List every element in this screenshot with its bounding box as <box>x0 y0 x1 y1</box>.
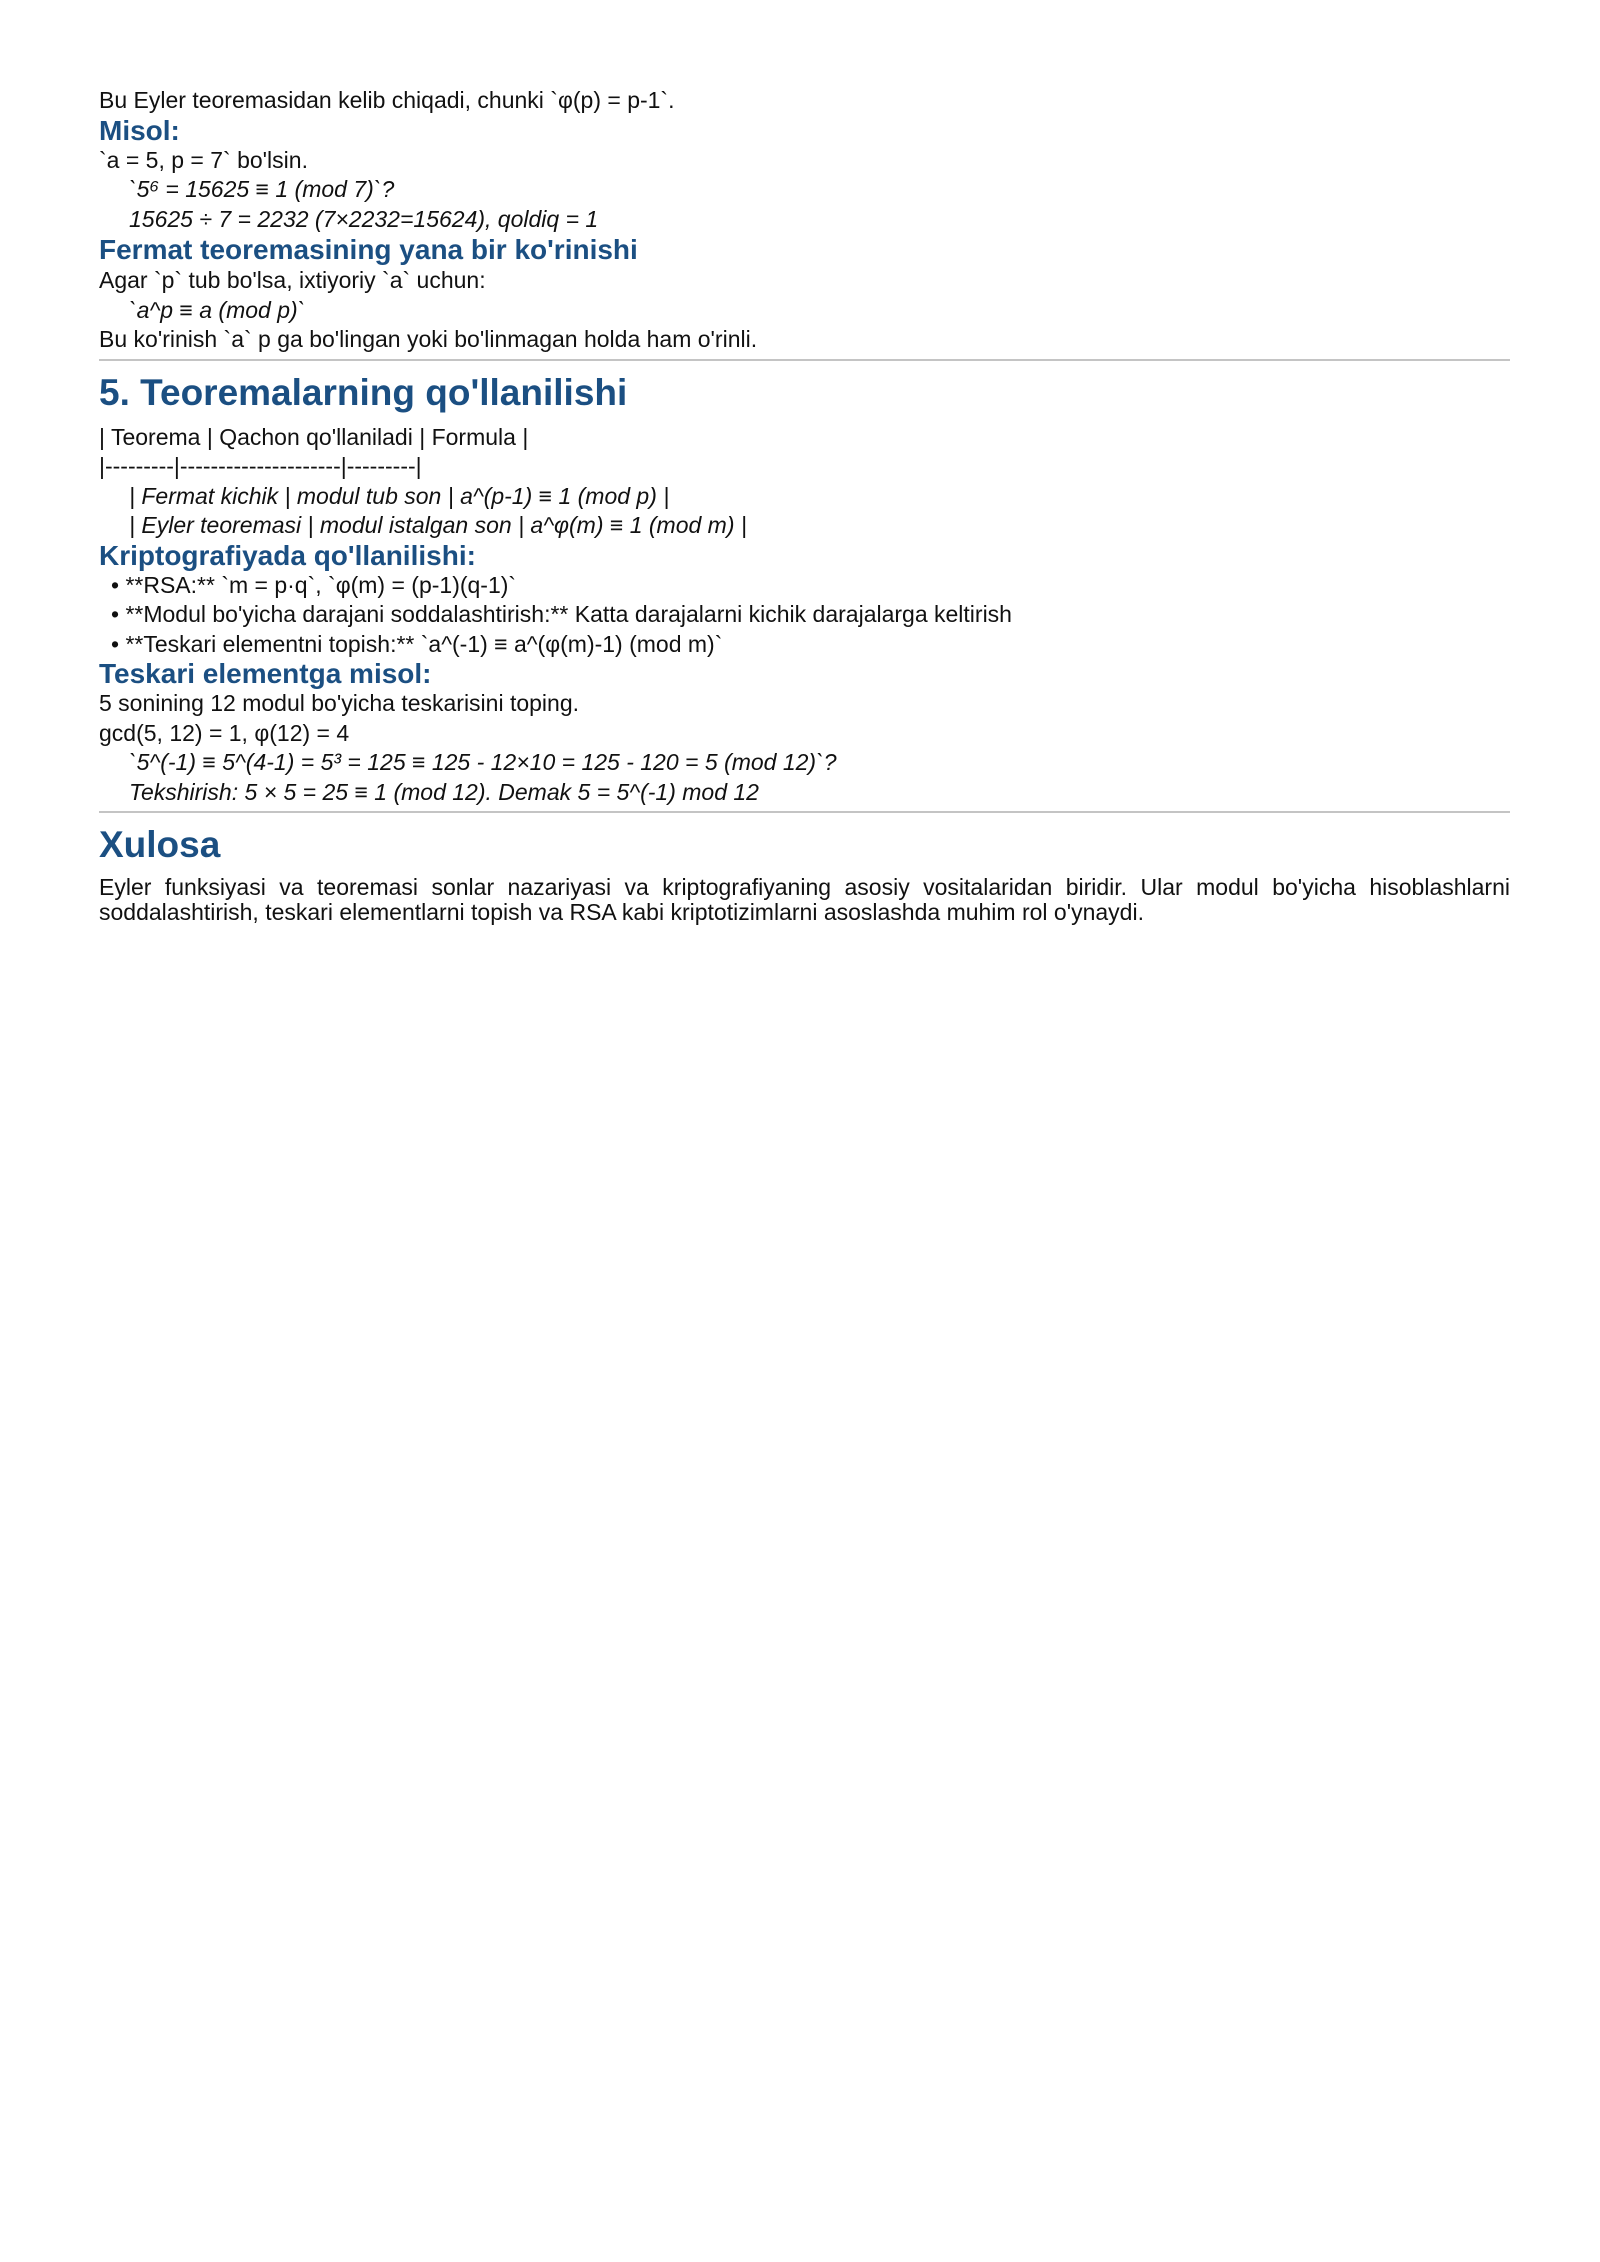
misol-heading: Misol: <box>99 114 180 146</box>
list-item: • **Modul bo'yicha darajani soddalashtirish:** Katta darajalarni kichik darajalarga keltirish <box>111 601 1012 627</box>
document-page <box>99 86 1510 925</box>
section5-title: 5. Teoremalarning qo'llanilishi <box>99 371 628 413</box>
section-divider <box>99 811 1510 813</box>
section-divider <box>99 359 1510 361</box>
inverse-formula: `5^(-1) ≡ 5^(4-1) = 5³ = 125 ≡ 125 - 12×10 = 125 - 120 = 5 (mod 12)`? <box>129 749 837 775</box>
inverse-line: 5 sonining 12 modul bo'yicha teskarisini toping. <box>99 690 580 716</box>
inverse-check: Tekshirish: 5 × 5 = 25 ≡ 1 (mod 12). Demak 5 = 5^(-1) mod 12 <box>129 778 759 805</box>
list-item: • **RSA:** `m = p·q`, `φ(m) = (p-1)(q-1)` <box>111 571 517 598</box>
list-item: • **Teskari elementni topish:** `a^(-1) ≡ a^(φ(m)-1) (mod m)` <box>111 630 723 657</box>
conclusion-paragraph: Eyler funksiyasi va teoremasi sonlar nazariyasi va kriptografiyaning asosiy vositalaridan biridir. Ular modul bo'yicha hisoblashlarni soddalashtirish, teskari elementlarni topish va RSA kabi kriptotizimlarni asoslashda muhim rol o'ynaydi. <box>99 874 1510 925</box>
conclusion-title: Xulosa <box>99 824 221 865</box>
crypto-heading: Kriptografiyada qo'llanilishi: <box>99 539 476 571</box>
table-header: | Teorema | Qachon qo'llaniladi | Formula | <box>99 423 529 450</box>
table-separator: |---------|---------------------|---------| <box>99 453 422 479</box>
table-row: | Fermat kichik | modul tub son | a^(p-1) ≡ 1 (mod p) | <box>129 482 670 509</box>
inverse-line: gcd(5, 12) = 1, φ(12) = 4 <box>99 719 350 746</box>
misol-formula: `5⁶ = 15625 ≡ 1 (mod 7)`? <box>129 176 395 202</box>
table-row: | Eyler teoremasi | modul istalgan son | a^φ(m) ≡ 1 (mod m) | <box>129 512 747 538</box>
inverse-heading: Teskari elementga misol: <box>99 658 432 689</box>
euler-note: Bu Eyler teoremasidan kelib chiqadi, chunki `φ(p) = p-1`. <box>99 87 675 113</box>
fermat-note: Bu ko'rinish `a` p ga bo'lingan yoki bo'linmagan holda ham o'rinli. <box>99 326 758 352</box>
misol-line: `a = 5, p = 7` bo'lsin. <box>99 146 308 173</box>
misol-calculation: 15625 ÷ 7 = 2232 (7×2232=15624), qoldiq = 1 <box>129 205 599 232</box>
fermat-line: Agar `p` tub bo'lsa, ixtiyoriy `a` uchun: <box>99 267 486 293</box>
fermat-heading: Fermat teoremasining yana bir ko'rinishi <box>99 234 638 265</box>
fermat-formula: `a^p ≡ a (mod p)` <box>129 296 306 323</box>
